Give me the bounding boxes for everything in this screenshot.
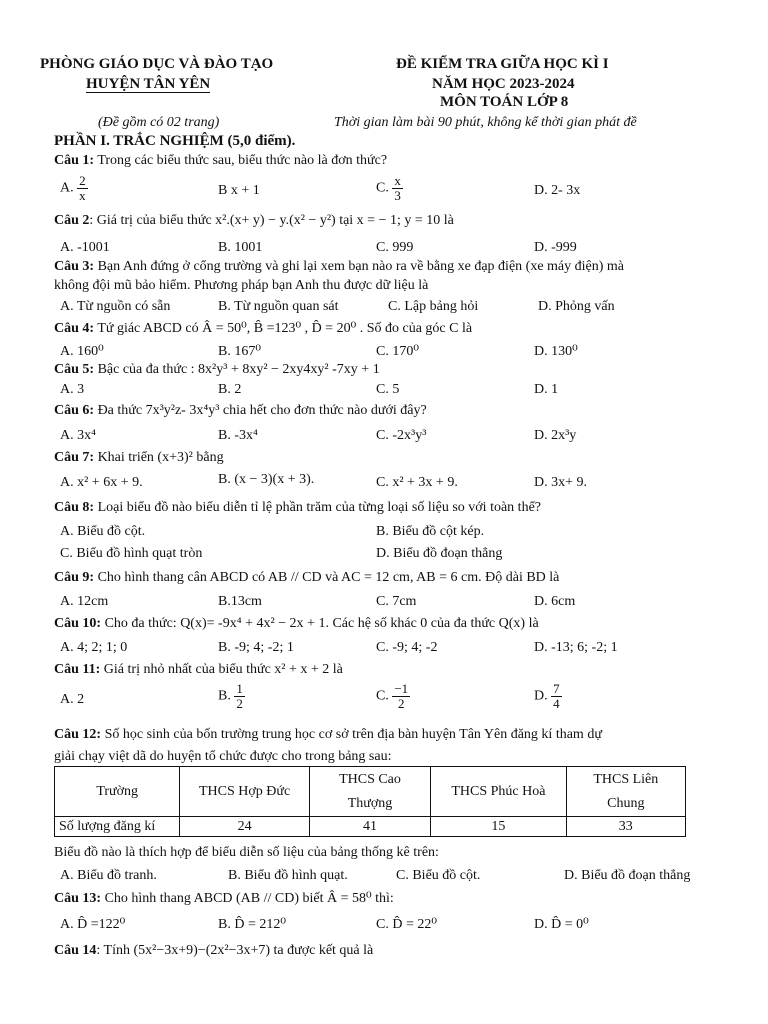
subject: MÔN TOÁN LỚP 8 (440, 94, 569, 110)
question-12-line2: giải chạy việt dã do huyện tổ chức được cho trong bảng sau: (54, 749, 392, 764)
q4-option-b: B. 167⁰ (218, 344, 261, 359)
q6-option-d: D. 2x³y (534, 428, 577, 443)
district-name: HUYỆN TÂN YÊN (86, 76, 211, 92)
q3-option-a: A. Từ nguồn có sẵn (60, 299, 171, 314)
q8-option-a: A. Biểu đồ cột. (60, 524, 146, 539)
q8-option-c: C. Biểu đồ hình quạt tròn (60, 546, 203, 561)
question-4: Câu 4: Tứ giác ABCD có Â = 50⁰, B̂ =123⁰ , D̂ = 20⁰ . Số đo của góc C là (54, 321, 473, 336)
q10-option-a: A. 4; 2; 1; 0 (60, 640, 128, 655)
section-title: PHẦN I. TRẮC NGHIỆM (5,0 điểm). (54, 133, 296, 149)
question-3-line2: không đội mũ bảo hiểm. Phương pháp bạn Anh thu được dữ liệu là (54, 278, 429, 293)
q2-option-d: D. -999 (534, 240, 577, 255)
question-12-prompt: Biểu đồ nào là thích hợp để biểu diễn số liệu của bảng thống kê trên: (54, 845, 439, 860)
question-7: Câu 7: Khai triển (x+3)² bằng (54, 450, 224, 465)
school-year: NĂM HỌC 2023-2024 (432, 76, 575, 92)
q6-option-c: C. -2x³y³ (376, 428, 427, 443)
table-header-cell: THCS Phúc Hoà (431, 767, 566, 817)
q6-option-a: A. 3x⁴ (60, 428, 96, 443)
q2-option-c: C. 999 (376, 240, 414, 255)
q3-option-d: D. Phỏng vấn (538, 299, 615, 314)
question-12: Câu 12: Số học sinh của bốn trường trung học cơ sở trên địa bàn huyện Tân Yên đăng kí tham dự (54, 727, 602, 742)
question-9: Câu 9: Cho hình thang cân ABCD có AB // CD và AC = 12 cm, AB = 6 cm. Độ dài BD là (54, 570, 560, 585)
q1-option-b: B x + 1 (218, 183, 260, 198)
q13-option-a: A. D̂ =122⁰ (60, 917, 126, 932)
q5-option-d: D. 1 (534, 382, 559, 397)
q9-option-d: D. 6cm (534, 594, 576, 609)
table-row (55, 817, 686, 837)
q12-option-a: A. Biểu đồ tranh. (60, 868, 157, 883)
q10-option-d: D. -13; 6; -2; 1 (534, 640, 618, 655)
table-cell: 24 (180, 817, 309, 837)
q11-option-a: A. 2 (60, 692, 85, 707)
q1-option-d: D. 2- 3x (534, 183, 581, 198)
q5-option-b: B. 2 (218, 382, 242, 397)
q9-option-c: C. 7cm (376, 594, 417, 609)
question-2: Câu 2: Giá trị của biểu thức x².(x+ y) − y.(x² − y²) tại x = − 1; y = 10 là (54, 213, 454, 228)
q1-option-c: C. $\frac{x}{3}$ (376, 173, 401, 203)
table-header-cell: THCS Cao Thượng (309, 767, 430, 817)
q8-option-d: D. Biểu đồ đoạn thẳng (376, 546, 503, 561)
school-office-name: PHÒNG GIÁO DỤC VÀ ĐÀO TẠO (40, 56, 274, 72)
q10-option-c: C. -9; 4; -2 (376, 640, 438, 655)
registration-table (54, 766, 686, 837)
question-14: Câu 14: Tính (5x²−3x+9)−(2x²−3x+7) ta được kết quả là (54, 943, 374, 958)
question-10: Câu 10: Cho đa thức: Q(x)= -9x⁴ + 4x² − 2x + 1. Các hệ số khác 0 của đa thức Q(x) là (54, 616, 539, 631)
question-8: Câu 8: Loại biểu đồ nào biểu diễn tỉ lệ phần trăm của từng loại số liệu so với toàn thể? (54, 500, 541, 515)
table-header-cell: THCS Liên Chung (566, 767, 685, 817)
table-row-label: Số lượng đăng kí (55, 817, 180, 837)
q5-option-c: C. 5 (376, 382, 400, 397)
q9-option-a: A. 12cm (60, 594, 109, 609)
q7-option-b: B. (x − 3)(x + 3). (218, 472, 315, 487)
q2-option-b: B. 1001 (218, 240, 263, 255)
q13-option-d: D. D̂ = 0⁰ (534, 917, 589, 932)
q12-option-d: D. Biểu đồ đoạn thẳng (564, 868, 691, 883)
q13-option-c: C. D̂ = 22⁰ (376, 917, 437, 932)
q4-option-a: A. 160⁰ (60, 344, 104, 359)
q12-option-b: B. Biểu đồ hình quạt. (228, 868, 348, 883)
q7-option-a: A. x² + 6x + 9. (60, 475, 143, 490)
table-cell: 33 (566, 817, 685, 837)
time-note: Thời gian làm bài 90 phút, không kể thời gian phát đề (334, 115, 637, 130)
q11-option-d: D. $\frac{7}{4}$ (534, 681, 560, 711)
q6-option-b: B. -3x⁴ (218, 428, 258, 443)
q4-option-c: C. 170⁰ (376, 344, 419, 359)
q9-option-b: B.13cm (218, 594, 262, 609)
question-13: Câu 13: Cho hình thang ABCD (AB // CD) biết Â = 58⁰ thì: (54, 891, 394, 906)
pages-note: (Đề gồm có 02 trang) (98, 115, 220, 130)
q7-option-c: C. x² + 3x + 9. (376, 475, 458, 490)
question-1: Câu 1: Trong các biểu thức sau, biểu thức nào là đơn thức? (54, 153, 388, 168)
table-cell: 15 (431, 817, 566, 837)
q3-option-b: B. Từ nguồn quan sát (218, 299, 339, 314)
exam-title: ĐỀ KIỂM TRA GIỮA HỌC KÌ I (396, 56, 609, 72)
table-header-cell: Trường (55, 767, 180, 817)
q11-option-c: C. $\frac{-1}{2}$ (376, 681, 409, 711)
q13-option-b: B. D̂ = 212⁰ (218, 917, 286, 932)
q3-option-c: C. Lập bảng hỏi (388, 299, 479, 314)
q7-option-d: D. 3x+ 9. (534, 475, 588, 490)
question-5: Câu 5: Bậc của đa thức : 8x²y³ + 8xy² − 2xy4xy² -7xy + 1 (54, 362, 380, 377)
q11-option-b: B. $\frac{1}{2}$ (218, 681, 243, 711)
table-header-cell: THCS Hợp Đức (180, 767, 309, 817)
q4-option-d: D. 130⁰ (534, 344, 578, 359)
q2-option-a: A. -1001 (60, 240, 110, 255)
q5-option-a: A. 3 (60, 382, 85, 397)
question-3: Câu 3: Bạn Anh đứng ở cổng trường và ghi lại xem bạn nào ra về bằng xe đạp điện (xe máy điện) mà (54, 259, 625, 274)
q8-option-b: B. Biểu đồ cột kép. (376, 524, 485, 539)
question-11: Câu 11: Giá trị nhỏ nhất của biểu thức x² + x + 2 là (54, 662, 343, 677)
table-cell: 41 (309, 817, 430, 837)
q12-option-c: C. Biểu đồ cột. (396, 868, 481, 883)
table-header-row (55, 767, 686, 817)
q1-option-a: A. $\frac{2}{x}$ (60, 173, 86, 203)
question-6: Câu 6: Đa thức 7x³y²z- 3x⁴y³ chia hết cho đơn thức nào dưới đây? (54, 403, 427, 418)
q10-option-b: B. -9; 4; -2; 1 (218, 640, 294, 655)
